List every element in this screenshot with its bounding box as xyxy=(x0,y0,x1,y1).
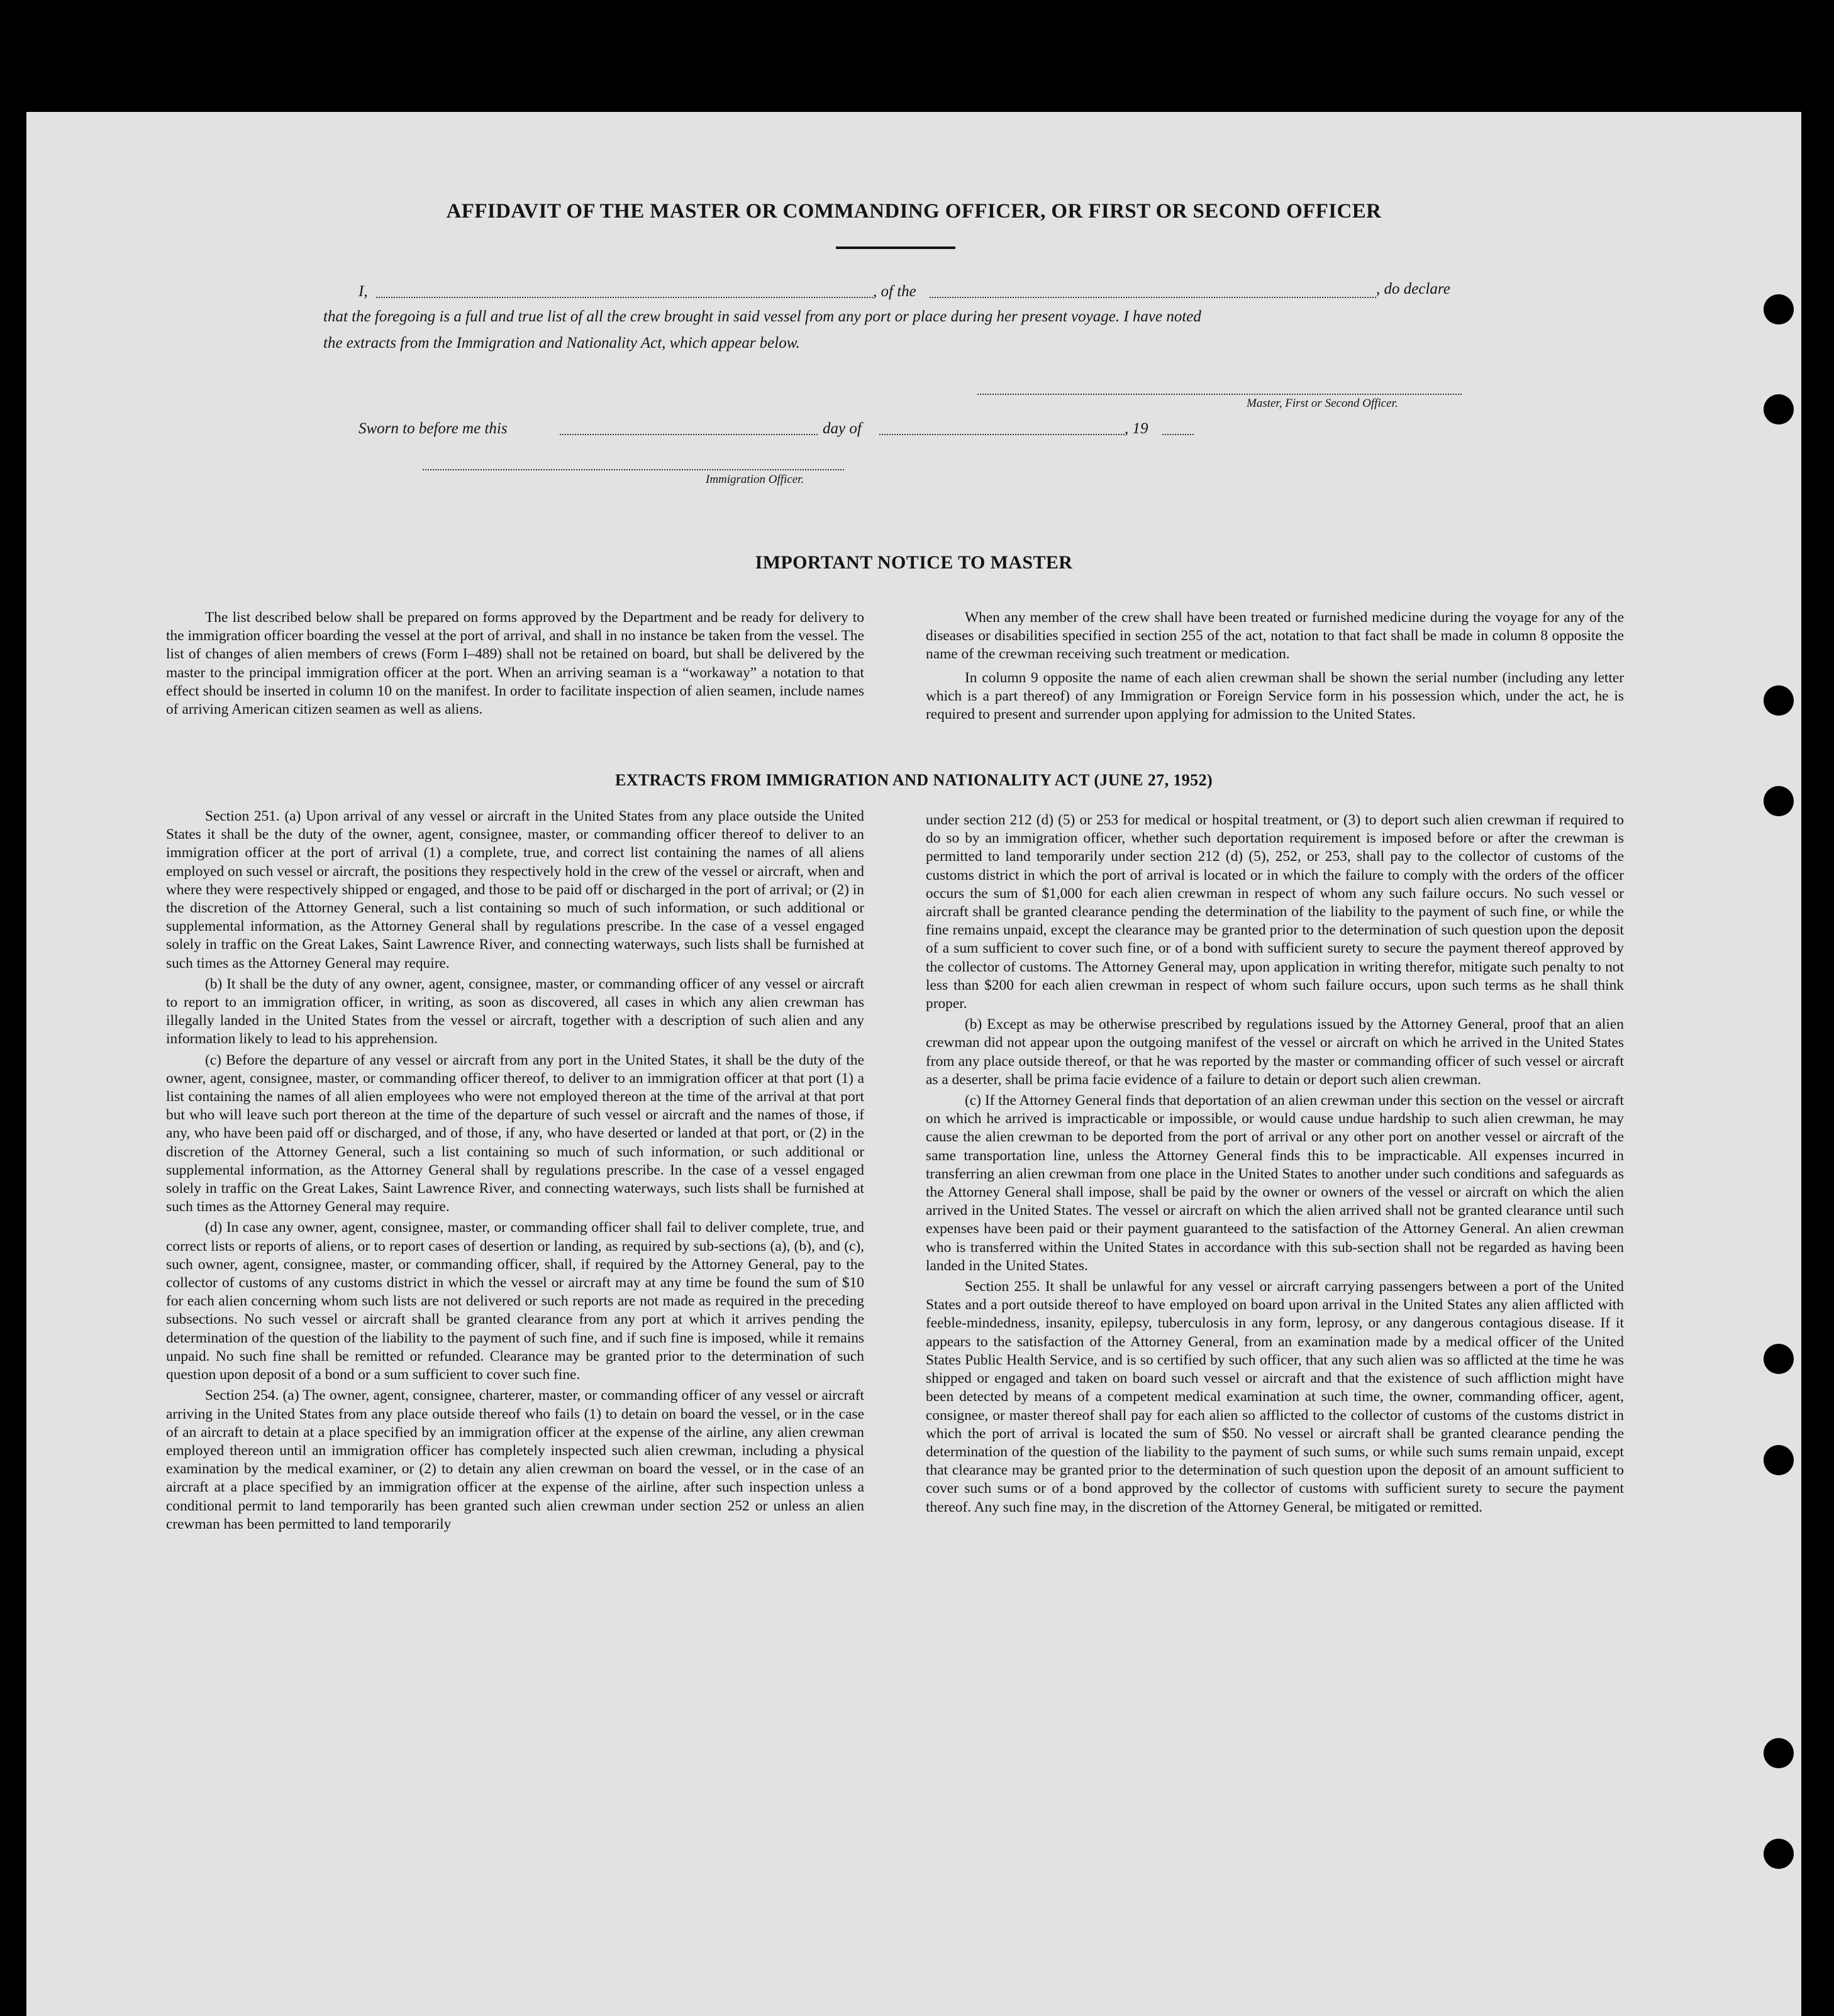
of-the-label: , of the xyxy=(873,283,916,300)
punch-hole xyxy=(1764,685,1794,716)
notice-left-column xyxy=(166,609,864,721)
extracts-title: EXTRACTS FROM IMMIGRATION AND NATIONALITY ACT (JUNE 27, 1952) xyxy=(614,771,1213,789)
notice-right-column xyxy=(926,609,1624,726)
punch-hole xyxy=(1764,1344,1794,1374)
section-255: Section 255. It shall be unlawful for any vessel or aircraft carrying passengers between a port of the United States and a port outside thereof to have employed on board upon arrival in the United States any alien afflicted with feeble-mindedness, insanity, epilepsy, tuberculosis in any form, leprosy, or any dangerous contagious disease. If it appears to the satisfaction of the Attorney General, from an examination made by a medical officer of the United States Public Health Service, and is so certified by such officer, that any such alien was so afflicted at the time he was shipped or engaged and taken on board such vessel or aircraft and that the existence of such affliction might have been detected by means of a competent medical examination at such time, the owner, commanding officer, agent, consignee, or master thereof shall pay for each alien so afflicted to the collector of customs of the customs district in which the port of arrival is located the sum of $50. No vessel or aircraft shall be granted clearance pending the determination of the question of the liability to the payment of such sums, or while such sums remain unpaid, except that clearance may be granted prior to the determination of such question upon the deposit of an amount sufficient to cover such sums or of a bond approved by the collector of customs with sufficient surety to secure the payment thereof. Any such fine may, in the discretion of the Attorney General, be mitigated or remitted. xyxy=(926,1278,1624,1515)
day-of-label: day of xyxy=(823,420,862,437)
notice-right-paragraph-1: When any member of the crew shall have been treated or furnished medicine during the voyage for any of the diseases or disabilities specified in section 255 of the act, notation to that fact shall be made in column 8 opposite the name of the crewman receiving such treatment or medication. xyxy=(926,609,1624,663)
statement-line-2: the extracts from the Immigration and Nationality Act, which appear below. xyxy=(323,335,800,352)
section-251d: (d) In case any owner, agent, consignee, master, or commanding officer shall fail to deliver complete, true, and correct lists or reports of aliens, or to report cases of desertion or landing, as required by sub-sections (a), (b), and (c), such owner, agent, consignee, master, or commanding officer, shall, if required by the Attorney General, pay to the collector of customs of any customs district in which the vessel or aircraft may at any time be found the sum of $10 for each alien concerning whom such lists are not delivered or such reports are not made as required in the preceding subsections. No such vessel or aircraft shall be granted clearance from any port at which it arrives pending the determination of the question of the liability to the payment of such fine, and if such fine is imposed, while it remains unpaid. No such fine shall be remitted or refunded. Clearance may be granted prior to the determination of such question upon deposit of a bond or a sum sufficient to cover such fine. xyxy=(166,1219,864,1383)
section-254b: (b) Except as may be otherwise prescribed by regulations issued by the Attorney General, proof that an alien crewman did not appear upon the outgoing manifest of the vessel or aircraft on which he arrived in the United States from any place outside thereof, or that he was reported by the master or commanding officer of such vessel or aircraft as a deserter, shall be prima facie evidence of a failure to detain or deport such alien crewman. xyxy=(926,1016,1624,1088)
section-254c: (c) If the Attorney General finds that deportation of an alien crewman under this section on the vessel or aircraft on which he arrived is impracticable or impossible, or would cause undue hardship to such alien crewman, he may cause the alien crewman to be deported from the port of arrival or any other port on another vessel or aircraft of the same transportation line, unless the Attorney General finds this to be impracticable. All expenses incurred in transferring an alien crewman from one place in the United States to another under such conditions and safeguards as the Attorney General shall impose, shall be paid by the owner or owners of the vessel or aircraft on which the alien arrived in the United States. The vessel or aircraft on which the alien arrived shall not be granted clearance until such expenses have been paid or their payment guaranteed to the satisfaction of the Attorney General. An alien crewman who is transferred within the United States in accordance with this sub-section shall not be regarded as having been landed in the United States. xyxy=(926,1092,1624,1274)
vessel-field[interactable] xyxy=(930,297,1376,298)
notice-title: IMPORTANT NOTICE TO MASTER xyxy=(755,552,1073,573)
statement-line-1: that the foregoing is a full and true list of all the crew brought in said vessel from any port or place during her present voyage. I have noted xyxy=(323,308,1201,325)
title-rule xyxy=(836,246,955,249)
punch-hole xyxy=(1764,1839,1794,1869)
sworn-label: Sworn to before me this xyxy=(358,420,508,437)
punch-hole xyxy=(1764,786,1794,816)
punch-hole xyxy=(1764,294,1794,324)
section-254a: Section 254. (a) The owner, agent, consignee, charterer, master, or commanding officer of any vessel or aircraft arriving in the United States from any place outside thereof who fails (1) to detain on board the vessel, or in the case of an aircraft to detain at a place specified by an immigration officer at the expense of the airline, any alien crewman employed thereon until an immigration officer has completely inspected such alien crewman, including a physical examination by the medical examiner, or (2) to detain any alien crewman on board the vessel, or in the case of an aircraft at a place specified by an immigration officer at the expense of the airline, after such inspection unless a conditional permit to land temporarily has been granted such alien crewman under section 252 or unless an alien crewman has been permitted to land temporarily xyxy=(166,1387,864,1532)
section-251b: (b) It shall be the duty of any owner, agent, consignee, master, or commanding officer of any vessel or aircraft to report to an immigration officer, in writing, as soon as discovered, all cases in which any alien crewman has illegally landed in the United States from the vessel or aircraft, together with a description of such alien and any information likely to lead to his apprehension. xyxy=(166,975,864,1048)
sworn-day-field[interactable] xyxy=(560,434,818,435)
punch-hole xyxy=(1764,1738,1794,1768)
extracts-right-column xyxy=(926,811,1624,1519)
year-field[interactable] xyxy=(1162,434,1194,435)
extracts-left-column xyxy=(166,807,864,1536)
notice-right-paragraph-2: In column 9 opposite the name of each alien crewman shall be shown the serial number (including any letter which is a part thereof) of any Immigration or Foreign Service form in his possession which, under the act, he is required to present and surrender upon applying for admission to the United States. xyxy=(926,669,1624,723)
officer-signature-field[interactable] xyxy=(423,469,844,470)
section-251c: (c) Before the departure of any vessel or aircraft from any port in the United States, it shall be the duty of the owner, agent, consignee, master, or commanding officer thereof, to deliver to an immigration officer at that port (1) a list containing the names of all alien employees who were not employed thereon at the time of the arrival at that port but who will leave such port thereon at the time of the departure of such vessel or aircraft and the names of those, if any, who have been paid off or discharged, and of those, if any, who have deserted or landed at that port, or (2) in the discretion of the Attorney General, such a list containing so much of such information, or such additional or supplemental information, as the Attorney General shall by regulations prescribe. In the case of a vessel engaged solely in traffic on the Great Lakes, Saint Lawrence River, and connecting waterways, such lists shall be furnished at such times as the Attorney General may require. xyxy=(166,1051,864,1216)
punch-hole xyxy=(1764,394,1794,424)
affidavit-title: AFFIDAVIT OF THE MASTER OR COMMANDING OFFICER, OR FIRST OR SECOND OFFICER xyxy=(446,200,1382,223)
master-signature-field[interactable] xyxy=(977,394,1462,395)
officer-label: Immigration Officer. xyxy=(706,473,804,486)
punch-hole xyxy=(1764,1445,1794,1475)
notice-left-paragraph: The list described below shall be prepared on forms approved by the Department and be ready for delivery to the immigration officer boarding the vessel at the port of arrival, and shall in no instance be taken from the vessel. The list of changes of alien members of crews (Form I–489) shall not be retained on board, but shall be delivered by the master to the principal immigration officer at the port. When an arriving seaman is a “workaway” a notation to that effect should be inserted in column 10 on the manifest. In order to facilitate inspection of alien seamen, include names of arriving American citizen seamen as well as aliens. xyxy=(166,609,864,718)
section-251a: Section 251. (a) Upon arrival of any vessel or aircraft in the United States from any place outside the United States it shall be the duty of the owner, agent, consignee, master, or commanding officer thereof to deliver to an immigration officer at the port of arrival (1) a complete, true, and correct list containing the names of all aliens employed on such vessel or aircraft, the positions they respectively hold in the crew of the vessel or aircraft, when and where they were respectively shipped or engaged, and those to be paid off or discharged in the port of arrival; or (2) in the discretion of the Attorney General, such a list containing so much of such information, or such additional or supplemental information, as the Attorney General shall by regulations prescribe. In the case of a vessel engaged solely in traffic on the Great Lakes, Saint Lawrence River, and connecting waterways, such lists shall be furnished at such times as the Attorney General may require. xyxy=(166,808,864,972)
declare-label: , do declare xyxy=(1376,280,1450,297)
i-label: I, xyxy=(358,283,368,300)
section-254a-continued: under section 212 (d) (5) or 253 for medical or hospital treatment, or (3) to deport such alien crewman if required to do so by an immigration officer, whether such deportation requirement is imposed before or after the crewman is permitted to land temporarily under section 212 (d) (5), 252, or 253, shall pay to the collector of customs of the customs district in which the port of arrival is located or in which the failure to comply with the orders of the officer occurs the sum of $1,000 for each alien crewman in respect of whom any such failure occurs. No such vessel or aircraft shall be granted clearance pending the determination of the liability to the payment of such fine, or while the fine remains unpaid, except the clearance may be granted prior to the determination of such question upon the deposit of a sum sufficient to cover such fine, or of a bond with sufficient surety to secure the payment thereof approved by the collector of customs. The Attorney General may, upon application in writing therefor, mitigate such penalty to not less than $200 for each alien crewman in respect of whom such failure occurs, upon such terms as he shall think proper. xyxy=(926,812,1624,1012)
year-label: , 19 xyxy=(1125,420,1148,437)
master-label: Master, First or Second Officer. xyxy=(1247,397,1398,410)
name-field[interactable] xyxy=(376,297,873,298)
document-page xyxy=(26,112,1801,2016)
sworn-month-field[interactable] xyxy=(879,434,1125,435)
